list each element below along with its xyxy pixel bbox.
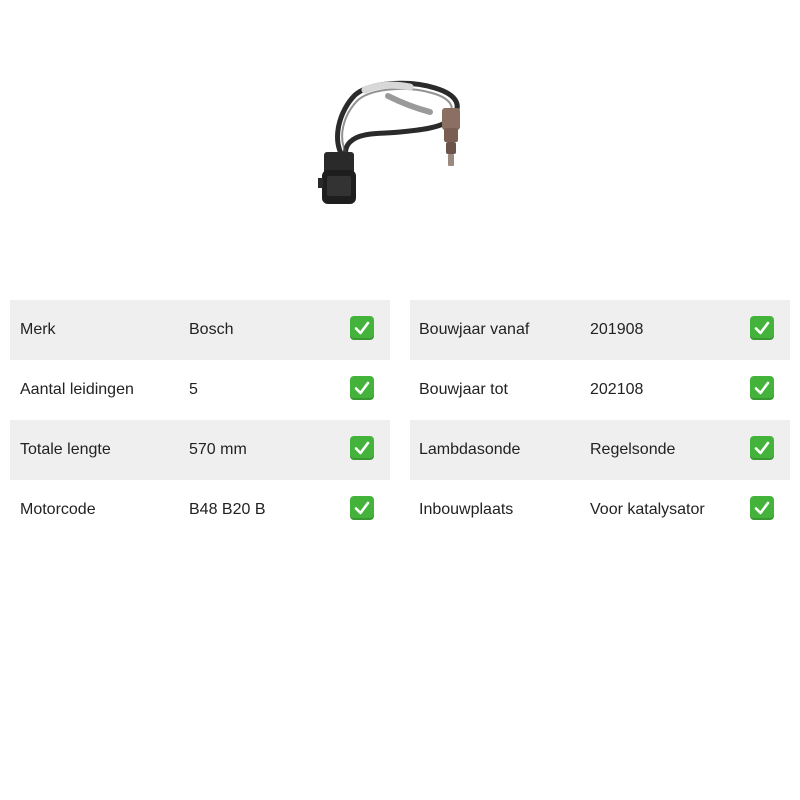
spec-label: Bouwjaar vanaf bbox=[419, 321, 530, 338]
spec-row-bouwjaar-tot bbox=[410, 360, 790, 420]
green-check-icon bbox=[350, 436, 374, 460]
spec-value: 201908 bbox=[590, 321, 644, 338]
green-check-icon bbox=[350, 376, 374, 400]
green-check-icon bbox=[350, 496, 374, 520]
spec-table-left bbox=[10, 300, 390, 540]
green-check-icon bbox=[750, 496, 774, 520]
spec-row-merk bbox=[10, 300, 390, 360]
spec-value: Bosch bbox=[189, 321, 234, 338]
green-check-icon bbox=[350, 316, 374, 340]
spec-row-bouwjaar-vanaf bbox=[410, 300, 790, 360]
spec-row-inbouwplaats bbox=[410, 480, 790, 540]
spec-label: Lambdasonde bbox=[419, 441, 521, 458]
green-check-icon bbox=[750, 376, 774, 400]
spec-label: Inbouwplaats bbox=[419, 501, 514, 518]
spec-value: B48 B20 B bbox=[189, 501, 266, 518]
spec-label: Merk bbox=[20, 321, 56, 338]
spec-row-lambdasonde bbox=[410, 420, 790, 480]
spec-value: 5 bbox=[189, 381, 198, 398]
spec-row-aantal-leidingen bbox=[10, 360, 390, 420]
green-check-icon bbox=[750, 316, 774, 340]
spec-table-right bbox=[410, 300, 790, 540]
spec-label: Bouwjaar tot bbox=[419, 381, 508, 398]
spec-value: Voor katalysator bbox=[590, 501, 705, 518]
spec-value: 570 mm bbox=[189, 441, 247, 458]
green-check-icon bbox=[750, 436, 774, 460]
spec-label: Totale lengte bbox=[20, 441, 111, 458]
spec-label: Aantal leidingen bbox=[20, 381, 134, 398]
lambda-sensor-image bbox=[300, 70, 500, 215]
spec-value: Regelsonde bbox=[590, 441, 676, 458]
spec-value: 202108 bbox=[590, 381, 644, 398]
product-image bbox=[300, 70, 500, 215]
spec-label: Motorcode bbox=[20, 501, 96, 518]
spec-row-motorcode bbox=[10, 480, 390, 540]
spec-row-totale-lengte bbox=[10, 420, 390, 480]
